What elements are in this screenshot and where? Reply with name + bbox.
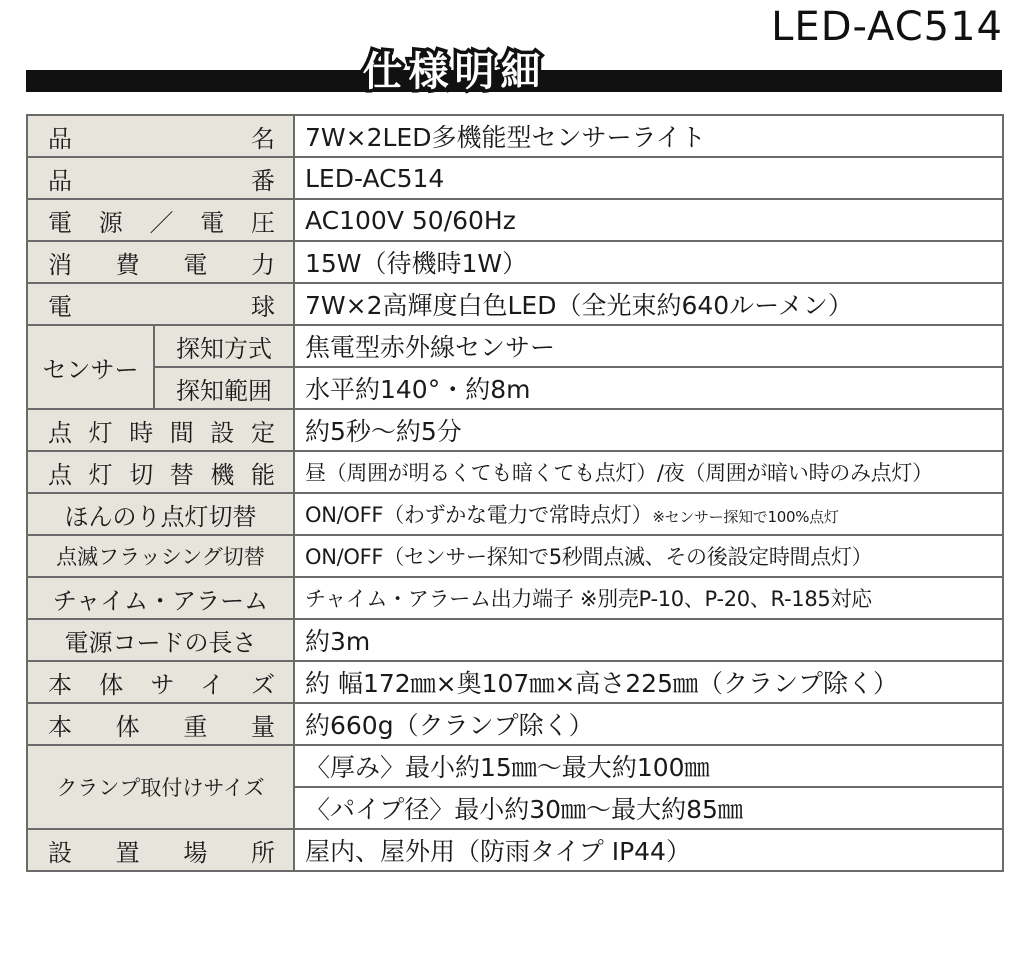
table-row — [27, 367, 1003, 409]
row-label: クランプ取付けサイズ — [27, 745, 294, 829]
row-label: 電源コードの長さ — [27, 619, 294, 661]
row-value: 屋内、屋外用（防雨タイプ IP44） — [294, 829, 1003, 871]
row-value: チャイム・アラーム出力端子 ※別売P-10、P-20、R-185対応 — [294, 577, 1003, 619]
row-value: 焦電型赤外線センサー — [294, 325, 1003, 367]
row-value: 約5秒〜約5分 — [294, 409, 1003, 451]
row-value: AC100V 50/60Hz — [294, 199, 1003, 241]
row-value: 7W×2LED多機能型センサーライト — [294, 115, 1003, 157]
row-label: 点滅フラッシング切替 — [27, 535, 294, 577]
model-number-header: LED-AC514 — [771, 4, 1003, 50]
row-label: 本体サイズ — [27, 661, 294, 703]
row-label: 品 番 — [27, 157, 294, 199]
row-value: LED-AC514 — [294, 157, 1003, 199]
row-value: 水平約140°・約8m — [294, 367, 1003, 409]
row-sublabel: 探知方式 — [154, 325, 294, 367]
row-value: 〈厚み〉最小約15㎜〜最大約100㎜ — [294, 745, 1003, 787]
row-label: 点灯時間設定 — [27, 409, 294, 451]
row-label: 品 名 — [27, 115, 294, 157]
table-row — [27, 409, 1003, 451]
table-row — [27, 241, 1003, 283]
row-label: チャイム・アラーム — [27, 577, 294, 619]
table-row — [27, 577, 1003, 619]
table-row — [27, 283, 1003, 325]
table-row — [27, 535, 1003, 577]
table-row — [27, 199, 1003, 241]
row-label: 消費電力 — [27, 241, 294, 283]
row-value: 〈パイプ径〉最小約30㎜〜最大約85㎜ — [294, 787, 1003, 829]
row-value-main: ON/OFF（わずかな電力で常時点灯） — [305, 503, 653, 527]
table-row — [27, 829, 1003, 871]
section-title — [0, 40, 1029, 97]
table-row — [27, 157, 1003, 199]
row-label: 電源／電圧 — [27, 199, 294, 241]
row-label: センサー — [27, 325, 154, 409]
spec-table — [26, 114, 1004, 872]
table-row — [27, 493, 1003, 535]
table-row — [27, 745, 1003, 787]
row-value-note: ※センサー探知で100%点灯 — [652, 508, 839, 526]
section-title-text: 仕様明細 — [362, 49, 547, 95]
row-label: ほんのり点灯切替 — [27, 493, 294, 535]
table-row — [27, 115, 1003, 157]
table-row — [27, 325, 1003, 367]
row-value — [294, 493, 1003, 535]
table-row — [27, 703, 1003, 745]
row-sublabel: 探知範囲 — [154, 367, 294, 409]
row-label: 点灯切替機能 — [27, 451, 294, 493]
table-row — [27, 619, 1003, 661]
row-value: ON/OFF（センサー探知で5秒間点滅、その後設定時間点灯） — [294, 535, 1003, 577]
table-row — [27, 451, 1003, 493]
row-label: 設置場所 — [27, 829, 294, 871]
row-value: 昼（周囲が明るくても暗くても点灯）/夜（周囲が暗い時のみ点灯） — [294, 451, 1003, 493]
row-value: 約3m — [294, 619, 1003, 661]
row-label: 電 球 — [27, 283, 294, 325]
row-value: 約 幅172㎜×奥107㎜×高さ225㎜（クランプ除く） — [294, 661, 1003, 703]
row-value: 約660g（クランプ除く） — [294, 703, 1003, 745]
row-value: 15W（待機時1W） — [294, 241, 1003, 283]
row-label: 本体重量 — [27, 703, 294, 745]
row-value: 7W×2高輝度白色LED（全光束約640ルーメン） — [294, 283, 1003, 325]
table-row — [27, 661, 1003, 703]
